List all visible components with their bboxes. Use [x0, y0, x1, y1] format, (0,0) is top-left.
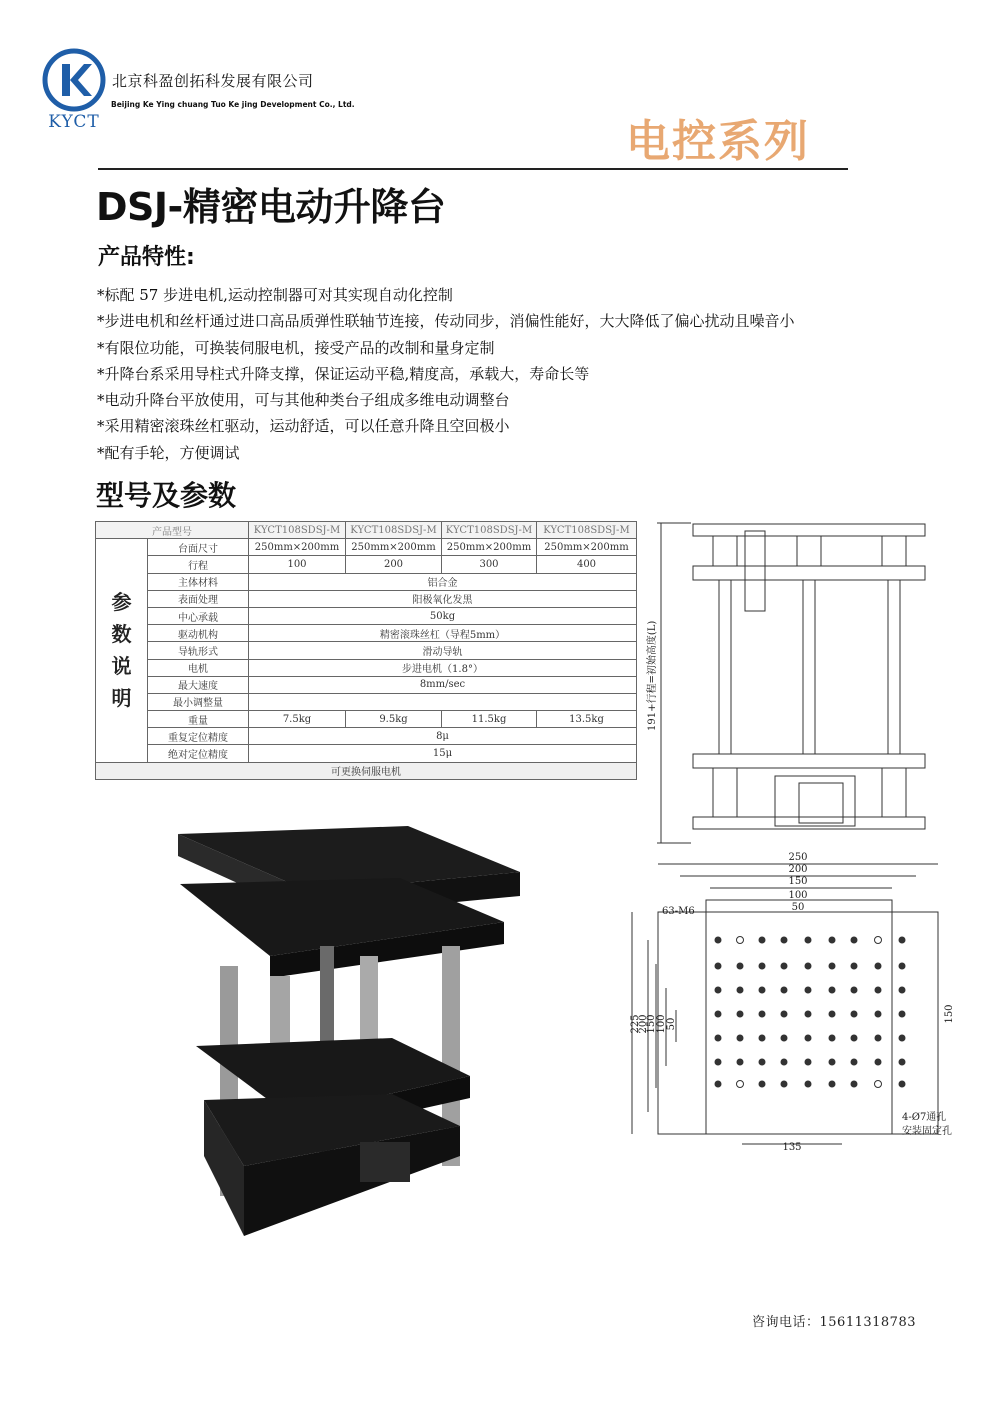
hole [805, 987, 812, 994]
hole [759, 937, 766, 944]
top-view-drawing [622, 848, 962, 1154]
model-cell: KYCT108SDSJ-M [537, 522, 637, 539]
hole [829, 987, 836, 994]
hole [737, 1059, 744, 1066]
cell-value: 50kg [249, 607, 637, 624]
cell-value: 200 [346, 556, 442, 573]
cell-value [249, 693, 637, 710]
hole [715, 1035, 722, 1042]
hole [899, 987, 906, 994]
hole [715, 963, 722, 970]
hole [851, 937, 858, 944]
hole [805, 963, 812, 970]
hole [715, 1059, 722, 1066]
hole [737, 963, 744, 970]
table-header-row [96, 522, 637, 539]
spec-table [95, 521, 637, 780]
cell-value: 250mm×200mm [537, 539, 637, 556]
table-footer: 可更换伺服电机 [96, 762, 637, 779]
hole [781, 987, 788, 994]
model-cell: KYCT108SDSJ-M [442, 522, 537, 539]
dim-label: 250 [788, 852, 808, 863]
hole [759, 963, 766, 970]
hole [899, 1081, 906, 1088]
hole [851, 1011, 858, 1018]
row-label: 重复定位精度 [148, 728, 249, 745]
dim-label: 50 [791, 902, 805, 913]
hole [715, 937, 722, 944]
model-cell: KYCT108SDSJ-M [249, 522, 346, 539]
hole [899, 963, 906, 970]
hole [781, 1035, 788, 1042]
hole [851, 987, 858, 994]
hole [737, 1035, 744, 1042]
table-row [96, 676, 637, 693]
features-list [97, 282, 947, 466]
hole [715, 1081, 722, 1088]
cell-value: 13.5kg [537, 711, 637, 728]
model-cell: KYCT108SDSJ-M [346, 522, 442, 539]
table-row [96, 607, 637, 624]
hole [899, 1035, 906, 1042]
cell-value: 15μ [249, 745, 637, 762]
hole [715, 987, 722, 994]
row-label: 最小调整量 [148, 693, 249, 710]
table-row [96, 573, 637, 590]
cell-value: 8μ [249, 728, 637, 745]
hole [737, 987, 744, 994]
hole [759, 1059, 766, 1066]
table-row [96, 745, 637, 762]
table-row [96, 556, 637, 573]
side-label: 参 数 说 明 [96, 539, 148, 762]
cell-value: 阳极氧化发黑 [249, 590, 637, 607]
dim-label: 100 [788, 890, 808, 901]
hole [829, 1059, 836, 1066]
hole-label: 4-Ø7通孔 [902, 1112, 947, 1123]
hole [805, 1059, 812, 1066]
params-heading: 型号及参数 [96, 479, 237, 512]
dim-label: 150 [788, 876, 808, 887]
feature-item: *电动升降台平放使用，可与其他种类台子组成多维电动调整台 [97, 391, 510, 410]
hole-label: 安装固定孔 [902, 1126, 952, 1137]
feature-item: *步进电机和丝杆通过进口高品质弹性联轴节连接，传动同步，消偏性能好，大大降低了偏心扰动且噪音小 [97, 312, 795, 331]
hole [899, 1011, 906, 1018]
hole [781, 1059, 788, 1066]
cell-value: 100 [249, 556, 346, 573]
feature-item: *采用精密滚珠丝杠驱动，运动舒适，可以任意升降且空回极小 [97, 417, 510, 436]
dim-label: 150 [944, 1004, 955, 1024]
hole [759, 1081, 766, 1088]
cell-value: 滑动导轨 [249, 642, 637, 659]
cell-value: 铝合金 [249, 573, 637, 590]
feature-item: *标配 57 步进电机,运动控制器可对其实现自动化控制 [97, 286, 453, 304]
header-divider [98, 168, 848, 170]
hole [829, 1011, 836, 1018]
row-label: 台面尺寸 [148, 539, 249, 556]
hole [759, 1035, 766, 1042]
hole [851, 1035, 858, 1042]
hole [737, 937, 744, 944]
features-heading: 产品特性: [98, 245, 195, 270]
cell-value: 步进电机（1.8°） [249, 659, 637, 676]
company-name-cn: 北京科盈创拓科发展有限公司 [112, 72, 314, 90]
hole [829, 937, 836, 944]
hole [805, 1081, 812, 1088]
row-label: 主体材料 [148, 573, 249, 590]
hole [829, 963, 836, 970]
table-row [96, 642, 637, 659]
hole [875, 1011, 882, 1018]
row-label: 电机 [148, 659, 249, 676]
hole [851, 1081, 858, 1088]
row-label: 绝对定位精度 [148, 745, 249, 762]
hole [737, 1011, 744, 1018]
cell-value: 11.5kg [442, 711, 537, 728]
cell-value: 250mm×200mm [249, 539, 346, 556]
mounting-hole-grid [715, 937, 906, 1088]
row-label: 最大速度 [148, 676, 249, 693]
table-footer-row [96, 762, 637, 779]
row-label: 重量 [148, 711, 249, 728]
thread-label: 63-M6 [662, 906, 695, 917]
cell-value: 精密滚珠丝杠（导程5mm） [249, 625, 637, 642]
hole [759, 987, 766, 994]
hole [781, 937, 788, 944]
cell-value: 9.5kg [346, 711, 442, 728]
hole [737, 1081, 744, 1088]
feature-item: *升降台系采用导柱式升降支撑，保证运动平稳,精度高，承载大，寿命长等 [97, 364, 590, 383]
hole [805, 1035, 812, 1042]
table-row [96, 693, 637, 710]
side-view-drawing [647, 521, 955, 847]
hole [875, 1081, 882, 1088]
kyct-logo [42, 48, 106, 112]
hole [829, 1081, 836, 1088]
hole [805, 1011, 812, 1018]
dim-label: 200 [788, 864, 808, 875]
cell-value: 250mm×200mm [346, 539, 442, 556]
dim-label: 150 [646, 1014, 657, 1034]
dim-label: 100 [656, 1014, 667, 1034]
hole [875, 937, 882, 944]
hole [875, 1059, 882, 1066]
product-photo [170, 826, 530, 1246]
feature-item: *有限位功能，可换装伺服电机，接受产品的改制和量身定制 [97, 338, 495, 357]
hole [875, 987, 882, 994]
company-name-en: Beijing Ke Ying chuang Tuo Ke jing Development Co., Ltd. [111, 100, 355, 109]
table-row [96, 728, 637, 745]
hole [715, 1011, 722, 1018]
height-label: 191+行程=初始高度(L) [647, 620, 658, 731]
header-label: 产品型号 [96, 522, 249, 539]
row-label: 导轨形式 [148, 642, 249, 659]
hole [781, 1011, 788, 1018]
cell-value: 300 [442, 556, 537, 573]
cell-value: 8mm/sec [249, 676, 637, 693]
cell-value: 250mm×200mm [442, 539, 537, 556]
table-row [96, 539, 637, 556]
feature-item: *配有手轮，方便调试 [97, 443, 240, 462]
table-row [96, 711, 637, 728]
hole [759, 1011, 766, 1018]
row-label: 中心承载 [148, 607, 249, 624]
hole [805, 937, 812, 944]
hole [851, 1059, 858, 1066]
hole [875, 963, 882, 970]
hole [875, 1035, 882, 1042]
hole [851, 963, 858, 970]
hole [899, 937, 906, 944]
table-row [96, 625, 637, 642]
hole [781, 1081, 788, 1088]
dim-label: 225 [630, 1014, 641, 1034]
page-title: DSJ-精密电动升降台 [96, 185, 446, 229]
hole [829, 1035, 836, 1042]
hole [899, 1059, 906, 1066]
hole [781, 963, 788, 970]
dim-label: 135 [782, 1142, 802, 1153]
contact-phone: 咨询电话：15611318783 [752, 1315, 916, 1330]
row-label: 驱动机构 [148, 625, 249, 642]
cell-value: 400 [537, 556, 637, 573]
row-label: 行程 [148, 556, 249, 573]
dim-label: 50 [666, 1017, 677, 1031]
logo-wordmark: KYCT [48, 112, 100, 132]
cell-value: 7.5kg [249, 711, 346, 728]
row-label: 表面处理 [148, 590, 249, 607]
dim-label: 200 [638, 1014, 649, 1034]
table-row [96, 590, 637, 607]
series-title: 电控系列 [626, 116, 810, 167]
table-row [96, 659, 637, 676]
